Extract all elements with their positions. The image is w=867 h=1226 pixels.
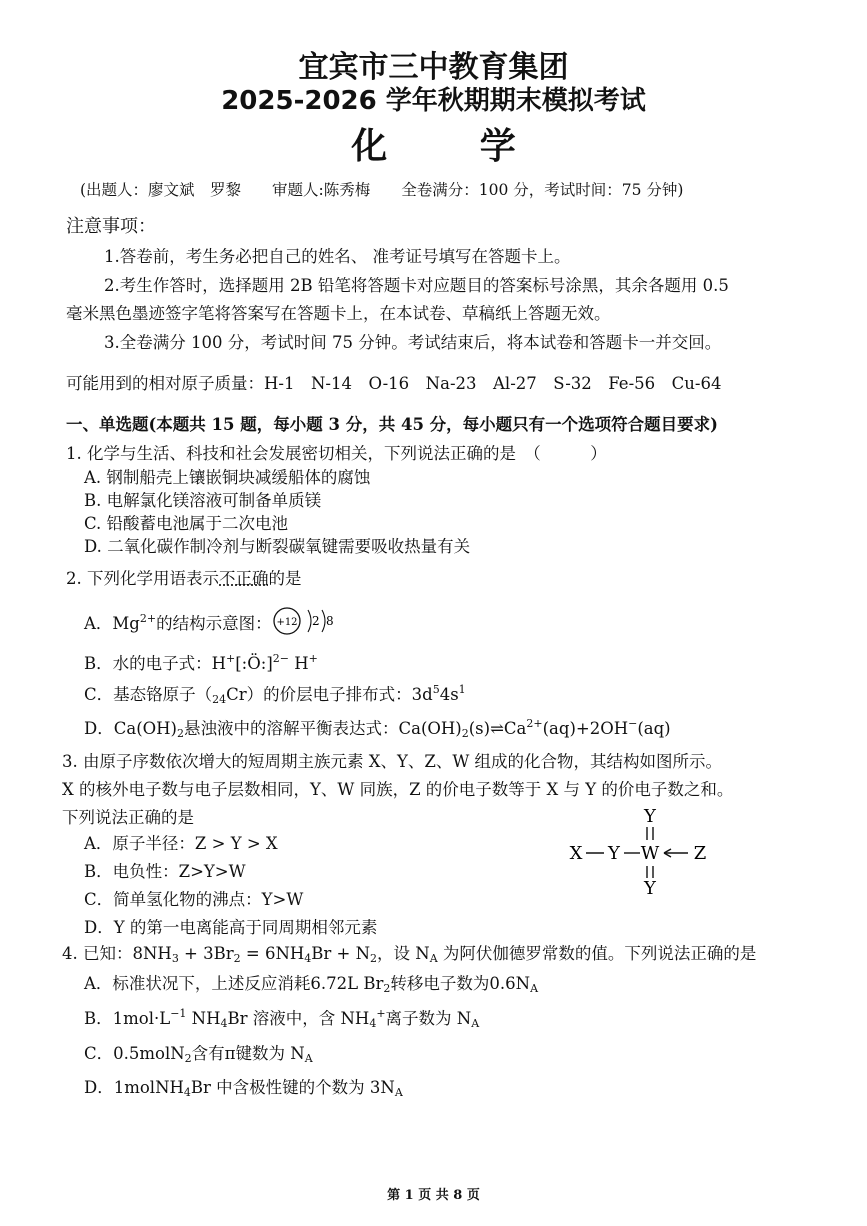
- shell-count-1: 2: [312, 614, 320, 628]
- q4-sub-2b: 2: [370, 952, 378, 965]
- q2-c-sup2: 1: [458, 683, 466, 696]
- q4-b-sub4: 4: [220, 1017, 228, 1030]
- q1-stem: 1. 化学与生活、科技和社会发展密切相关，下列说法正确的是 （ ）: [66, 444, 607, 463]
- struct-x: X: [569, 843, 583, 864]
- note-item-3: 3.全卷满分 100 分，考试时间 75 分钟。考试结束后，将本试卷和答题卡一并交回。: [104, 333, 722, 352]
- q2-a-prefix: A．Mg: [84, 614, 140, 633]
- q2-d-ca: Ca: [503, 719, 527, 738]
- q4-d-1: D．1molNH: [84, 1078, 184, 1097]
- q4-option-a: [84, 970, 538, 995]
- q4-sub-a: A: [429, 952, 438, 965]
- q4-option-d: [84, 1074, 403, 1099]
- equilibrium-arrow: ⇌: [490, 719, 504, 738]
- mg-ion-structure-diagram: [270, 604, 350, 638]
- q4-b-sub4b: 4: [369, 1017, 377, 1030]
- shell-count-2: 8: [326, 614, 334, 628]
- q2-d-oh-sup: −: [628, 717, 638, 730]
- q2-d-aq2: (aq): [637, 719, 671, 738]
- q4-stem-1: 4. 已知：8NH: [62, 944, 172, 963]
- q4-sub-2: 2: [233, 952, 241, 965]
- q4-b-4: 离子数为 N: [385, 1009, 472, 1028]
- note-item-1: 1.答卷前，考生务必把自己的姓名、 准考证号填写在答题卡上。: [104, 247, 571, 266]
- q2-c-prefix: C．基态铬原子（: [84, 685, 213, 704]
- q2-b-h2: H: [294, 654, 309, 673]
- q4-a-1: A．标准状况下，上述反应消耗6.72L Br: [84, 974, 384, 993]
- q4-sub-3: 3: [171, 952, 179, 965]
- q1-option-b: B. 电解氯化镁溶液可制备单质镁: [84, 491, 322, 510]
- q4-b-1: B．1mol·L: [84, 1009, 171, 1028]
- q4-stem-2: + 3Br: [178, 944, 234, 963]
- q2-stem: [66, 565, 302, 589]
- struct-y: Y: [608, 843, 620, 864]
- struct-z: Z: [693, 843, 707, 864]
- q4-a-sub: 2: [383, 982, 391, 995]
- q4-a-2: 转移电子数为0.6N: [390, 974, 531, 993]
- q4-stem-6: 为阿伏伽德罗常数的值。下列说法正确的是: [437, 944, 757, 963]
- note-item-2: 2.考生作答时，选择题用 2B 铅笔将答题卡对应题目的答案标号涂黑，其余各题用 0.5: [104, 276, 729, 295]
- q1-option-c: C. 铅酸蓄电池属于二次电池: [84, 514, 289, 533]
- q2-option-d: [84, 715, 671, 740]
- q1-option-d: D. 二氧化碳作制冷剂与断裂碳氧键需要吸收热量有关: [84, 537, 471, 556]
- q2-b-charge: 2−: [272, 652, 289, 665]
- q2-d-sub: 2: [176, 727, 184, 740]
- atomic-masses: 可能用到的相对原子质量：H-1 N-14 O-16 Na-23 Al-27 S-32 Fe-56 Cu-64: [66, 374, 722, 393]
- shell-arc-2: [322, 610, 325, 632]
- q4-d-na: A: [394, 1086, 403, 1099]
- q3-structure-diagram: [560, 804, 730, 896]
- section-title: 一、单选题(本题共 15 题，每小题 3 分，共 45 分，每小题只有一个选项符合题目要求): [66, 415, 718, 434]
- q3-option-a: A．原子半径：Z > Y > X: [84, 834, 278, 853]
- q4-b-3: Br 溶液中，含 NH: [227, 1009, 370, 1028]
- school-title: 宜宾市三中教育集团: [298, 50, 569, 85]
- struct-y-bottom: Y: [644, 878, 656, 896]
- struct-w: W: [640, 843, 660, 864]
- q2-b-prefix: B．水的电子式：: [84, 654, 212, 673]
- q2-c-z: 24: [212, 693, 227, 706]
- q2-a-post: 的结构示意图：: [156, 614, 272, 633]
- q4-stem: [62, 940, 756, 965]
- q4-c-sub: 2: [184, 1052, 192, 1065]
- q2-option-a: [84, 610, 272, 634]
- q4-c-na: A: [304, 1052, 313, 1065]
- q2-d-aq1: (aq)+2OH: [542, 719, 629, 738]
- q4-b-2: NH: [186, 1009, 221, 1028]
- q4-d-sub: 4: [183, 1086, 191, 1099]
- q4-b-na: A: [471, 1017, 480, 1030]
- page-footer: 第 1 页 共 8 页: [387, 1188, 480, 1203]
- q4-b-sup: −1: [170, 1007, 187, 1020]
- q4-c-2: 含有π键数为 N: [191, 1044, 305, 1063]
- q3-option-d: D．Y 的第一电离能高于同周期相邻元素: [84, 918, 378, 937]
- q4-stem-5: ，设 N: [377, 944, 430, 963]
- q2-c-sup1: 5: [432, 683, 440, 696]
- q2-d-sub2: 2: [461, 727, 469, 740]
- q4-option-b: [84, 1005, 479, 1030]
- q2-d-mid: 悬浊液中的溶解平衡表达式：Ca(OH): [183, 719, 462, 738]
- exam-title: 2025-2026 学年秋期期末模拟考试: [221, 86, 646, 116]
- q3-line-1: 3. 由原子序数依次增大的短周期主族元素 X、Y、Z、W 组成的化合物，其结构如图所示。: [62, 752, 723, 771]
- q2-b-oxygen: [:Ö:]: [235, 654, 273, 673]
- q4-stem-3: = 6NH: [240, 944, 305, 963]
- q2-stem-c: 的是: [268, 569, 302, 588]
- q4-option-c: [84, 1040, 313, 1065]
- subject-title: 化 学: [351, 126, 556, 167]
- q2-d-ca-sup: 2+: [526, 717, 543, 730]
- nucleus-charge: +12: [276, 617, 298, 628]
- authors-line: (出题人：廖文斌 罗黎 审题人:陈秀梅 全卷满分：100 分，考试时间：75 分钟): [80, 181, 684, 199]
- q2-d-prefix: D．Ca(OH): [84, 719, 177, 738]
- note-item-2-cont: 毫米黑色墨迹签字笔将答案写在答题卡上，在本试卷、草稿纸上答题无效。: [66, 304, 611, 323]
- q2-c-4s: 4s: [439, 685, 459, 704]
- q4-a-na: A: [530, 982, 539, 995]
- q2-stem-emphasis: 不正确: [219, 569, 269, 588]
- q2-c-text: Cr）的价层电子排布式：3d: [226, 685, 433, 704]
- q2-stem-a: 2. 下列化学用语表示: [66, 569, 219, 588]
- q2-a-sup: 2+: [139, 612, 157, 625]
- q4-sub-4: 4: [304, 952, 312, 965]
- q4-d-2: Br 中含极性键的个数为 3N: [190, 1078, 395, 1097]
- q2-b-h1: H: [211, 654, 227, 673]
- q4-stem-4: Br + N: [311, 944, 371, 963]
- q2-option-c: [84, 681, 466, 706]
- q4-c-1: C．0.5molN: [84, 1044, 185, 1063]
- q2-b-plus-2: +: [308, 652, 318, 665]
- q1-option-a: A. 钢制船壳上镶嵌铜块减缓船体的腐蚀: [84, 468, 371, 487]
- q2-d-solid: (s): [468, 719, 491, 738]
- struct-y-top: Y: [644, 806, 656, 827]
- q3-option-c: C．简单氢化物的沸点：Y>W: [84, 890, 304, 909]
- q2-option-b: [84, 650, 318, 674]
- q2-b-plus: +: [226, 652, 236, 665]
- notes-title: 注意事项：: [66, 216, 156, 237]
- shell-arc-1: [308, 610, 311, 632]
- q3-option-b: B．电负性：Z>Y>W: [84, 862, 246, 881]
- q3-line-3: 下列说法正确的是: [62, 808, 194, 827]
- q3-line-2: X 的核外电子数与电子层数相同，Y、W 同族，Z 的价电子数等于 X 与 Y 的价电子数之和。: [62, 780, 734, 799]
- q4-b-sup2: +: [376, 1007, 386, 1020]
